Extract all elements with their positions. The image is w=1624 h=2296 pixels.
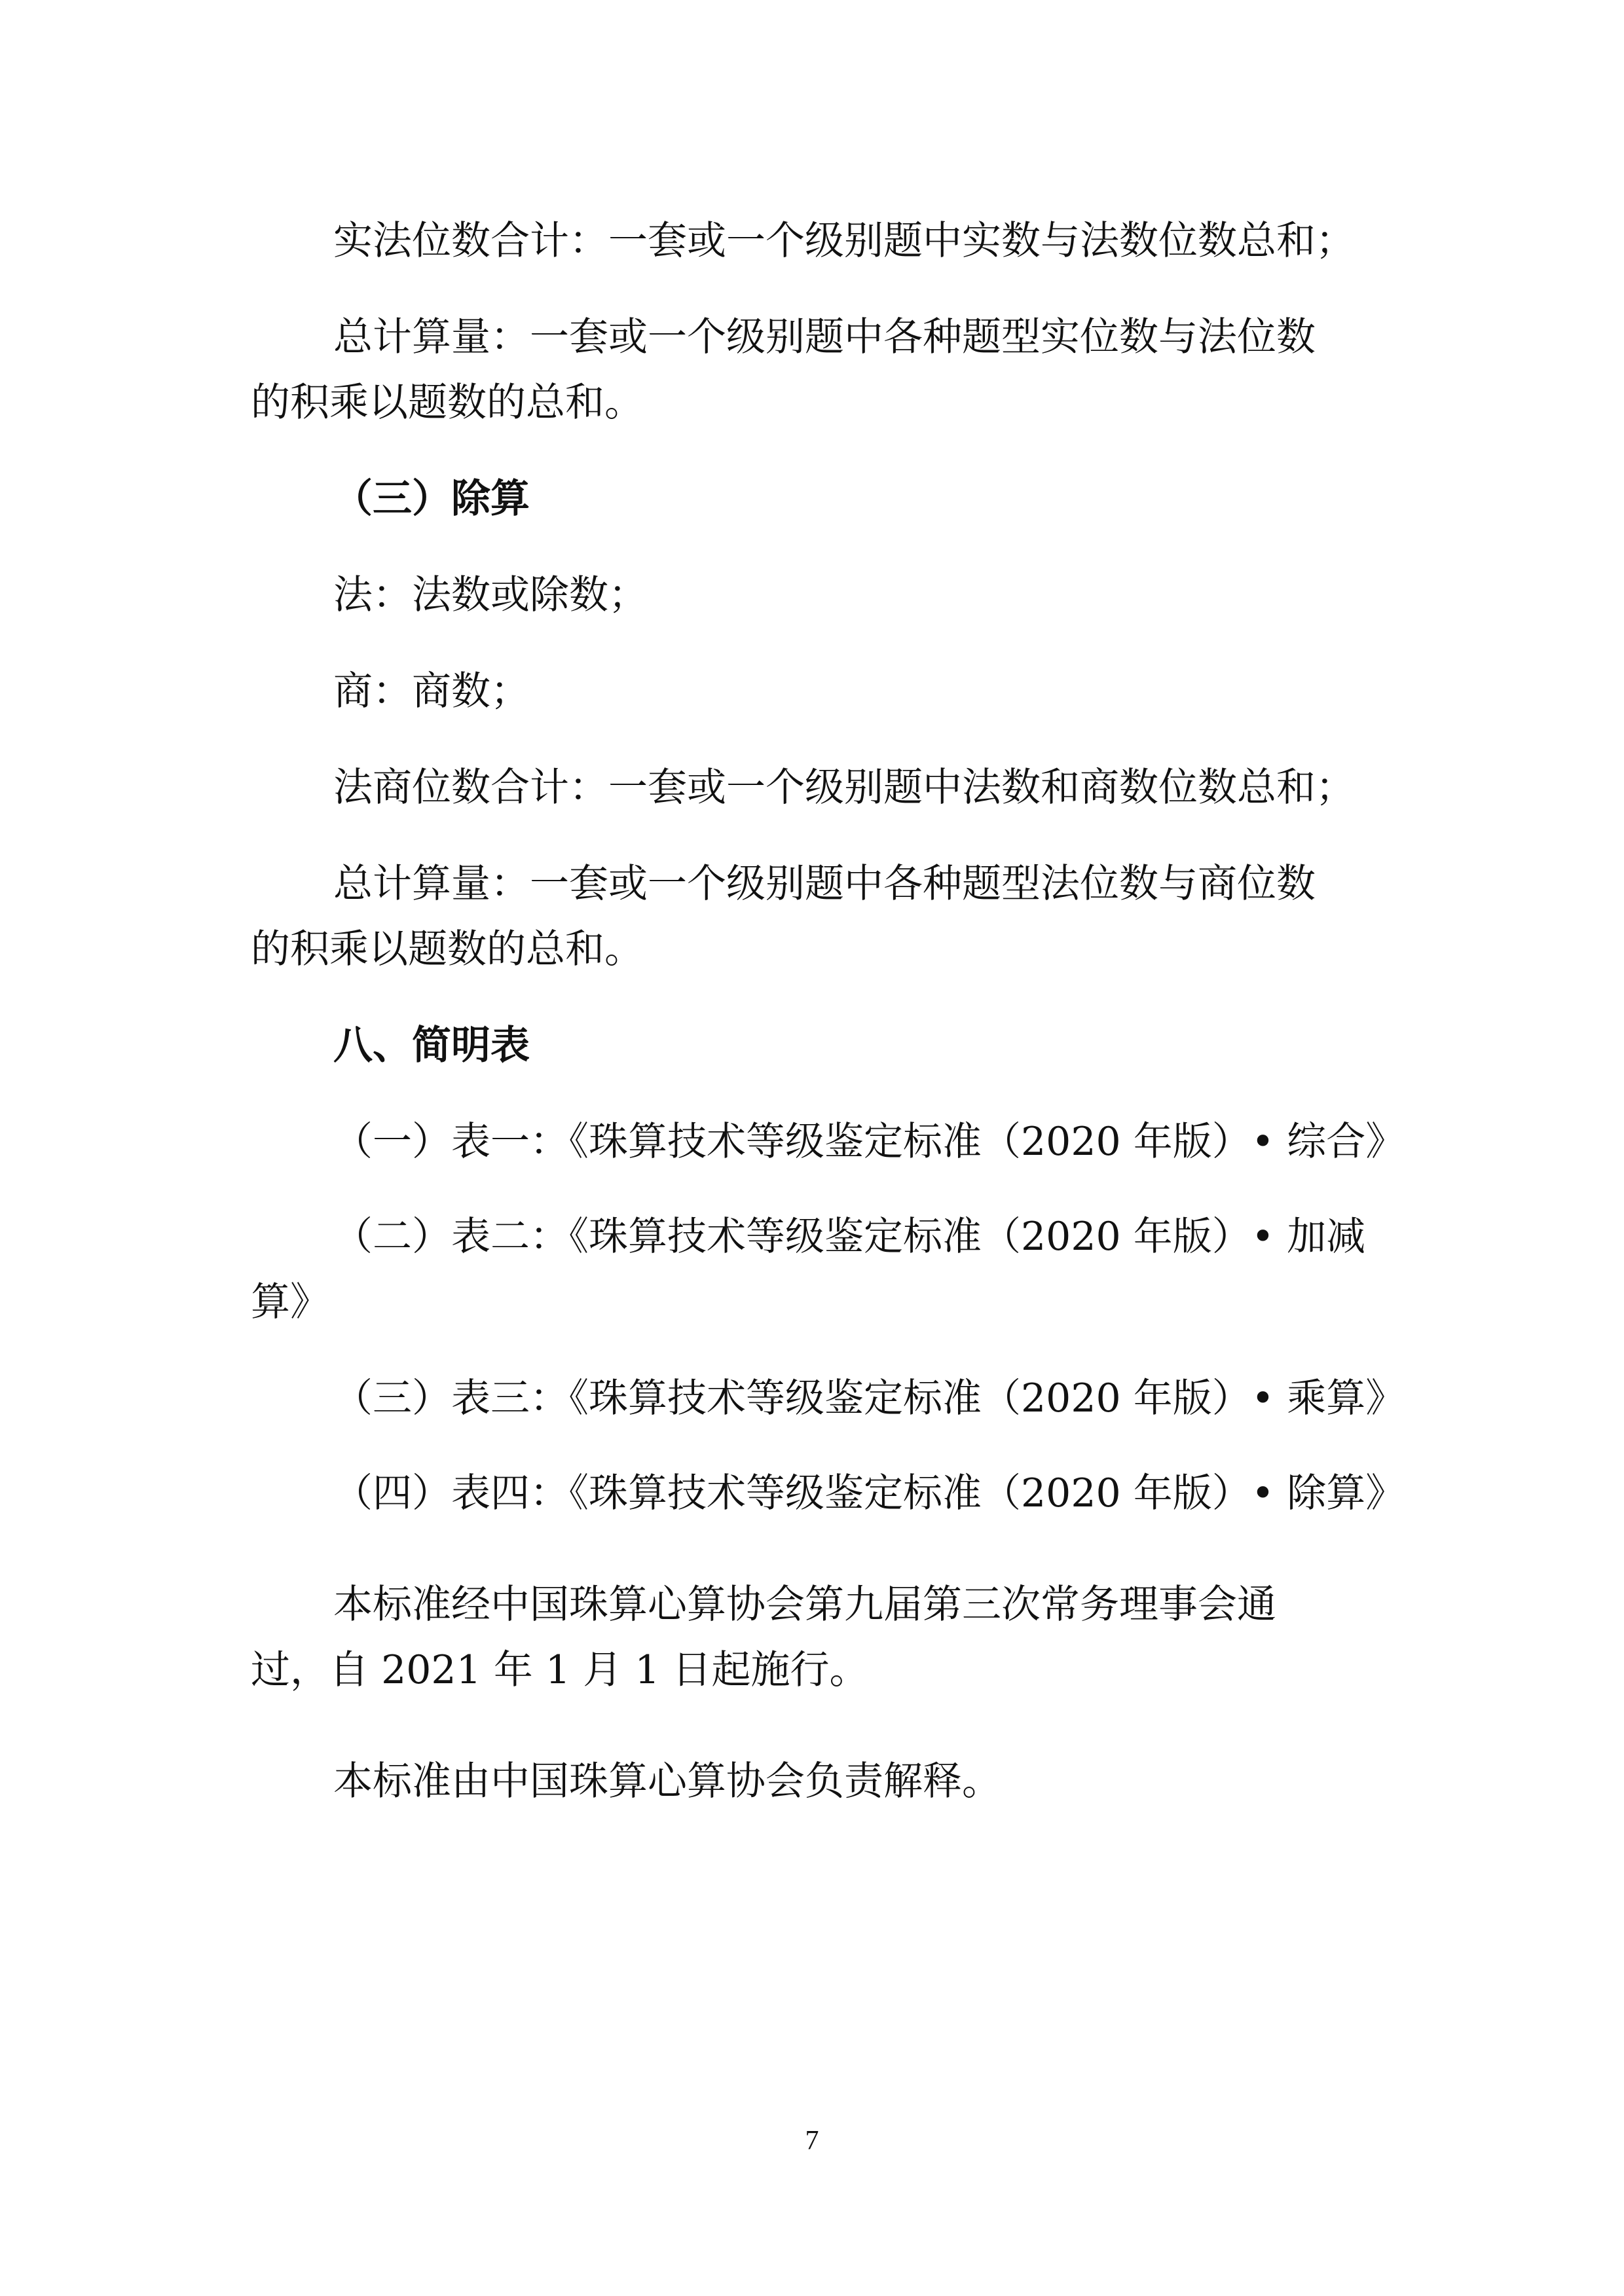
list-item-table-1: （一）表一：《珠算技术等级鉴定标准（2020 年版）• 综合》: [333, 1119, 1405, 1165]
page-body: [251, 208, 1405, 1814]
paragraph-shifa-digit-total: 实法位数合计：一套或一个级别题中实数与法数位数总和；: [333, 218, 1355, 264]
list-item-table-3: （三）表三：《珠算技术等级鉴定标准（2020 年版）• 乘算》: [333, 1376, 1405, 1421]
list-item-table-2-line-1: （二）表二：《珠算技术等级鉴定标准（2020 年版）• 加减: [333, 1214, 1366, 1260]
page-number: 7: [805, 2126, 819, 2156]
heading-summary-tables: 八、简明表: [333, 1023, 530, 1068]
paragraph-approval-line-2: 过，自 2021 年 1 月 1 日起施行。: [251, 1647, 869, 1693]
paragraph-multiplication-total-line-1: 总计算量：一套或一个级别题中各种题型实位数与法位数: [333, 314, 1316, 360]
paragraph-divisor: 法：法数或除数；: [333, 572, 648, 618]
paragraph-interpretation: 本标准由中国珠算心算协会负责解释。: [333, 1758, 1001, 1804]
paragraph-multiplication-total-line-2: 的积乘以题数的总和。: [251, 380, 644, 426]
paragraph-division-total-line-2: 的积乘以题数的总和。: [251, 926, 644, 972]
paragraph-fashang-digit-total: 法商位数合计：一套或一个级别题中法数和商数位数总和；: [333, 765, 1355, 811]
paragraph-approval-line-1: 本标准经中国珠算心算协会第九届第三次常务理事会通: [333, 1582, 1276, 1628]
paragraph-division-total-line-1: 总计算量：一套或一个级别题中各种题型法位数与商位数: [333, 861, 1316, 907]
list-item-table-2-line-2: 算》: [251, 1279, 329, 1325]
paragraph-quotient: 商：商数；: [333, 668, 530, 714]
subheading-division: （三）除算: [333, 476, 530, 522]
list-item-table-4: （四）表四：《珠算技术等级鉴定标准（2020 年版）• 除算》: [333, 1470, 1405, 1516]
